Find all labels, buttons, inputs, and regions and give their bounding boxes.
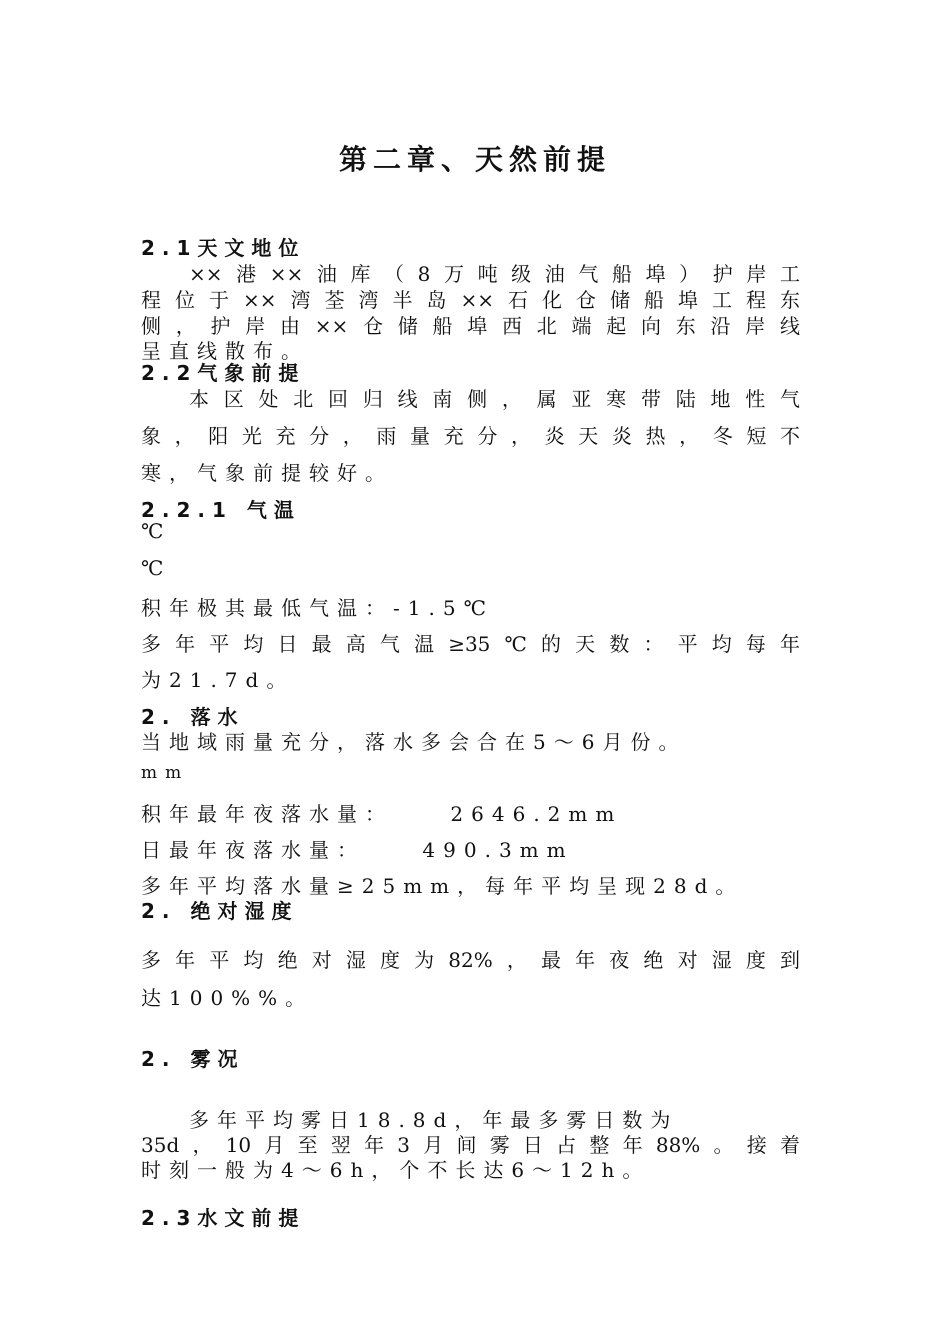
- temperature-line: ℃: [141, 556, 172, 580]
- rain-line: 积年最年夜落水量： 2646.2mm: [141, 802, 623, 826]
- humidity-line: 达100%%。: [141, 986, 314, 1010]
- section-heading-2-1: 2.1天文地位: [141, 236, 306, 260]
- chapter-title: 第二章、天然前提: [338, 143, 611, 176]
- paragraph-line: 呈直线散布。: [141, 339, 309, 363]
- paragraph-line: 象，阳光充分，雨量充分，炎天炎热，冬短不: [141, 424, 800, 448]
- paragraph-line: 侧，护岸由××仓储船埠西北端起向东沿岸线: [141, 314, 800, 338]
- rain-line: 多年平均落水量≥25mm，每年平均呈现28d。: [141, 874, 744, 898]
- fog-line: 多年平均雾日18.8d，年最多雾日数为: [189, 1108, 679, 1132]
- section-heading-rain: 2. 落水: [141, 705, 245, 729]
- rain-line: mm: [141, 763, 190, 783]
- humidity-line: 多年平均绝对湿度为82%，最年夜绝对湿度到: [141, 948, 800, 972]
- paragraph-line: 程位于××湾荃湾半岛××石化仓储船埠工程东: [141, 288, 800, 312]
- paragraph-line: 本区处北回归线南侧，属亚寒带陆地性气: [189, 387, 800, 411]
- temperature-line: 为21.7d。: [141, 668, 295, 692]
- temperature-line: 积年极其最低气温：-1.5℃: [141, 596, 494, 620]
- temperature-line: ℃: [141, 519, 172, 543]
- temperature-line: 多年平均日最高气温≥35℃的天数：平均每年: [141, 632, 800, 656]
- rain-line: 日最年夜落水量： 490.3mm: [141, 838, 574, 862]
- rain-line: 当地域雨量充分，落水多会合在5～6月份。: [141, 730, 687, 754]
- paragraph-line: ××港××油库（8万吨级油气船埠）护岸工: [189, 262, 800, 286]
- section-heading-fog: 2. 雾况: [141, 1047, 245, 1071]
- section-heading-2-2: 2.2气象前提: [141, 361, 306, 385]
- fog-line: 35d，10月至翌年3月间雾日占整年88%。接着: [141, 1133, 800, 1157]
- section-heading-2-3: 2.3水文前提: [141, 1206, 306, 1230]
- section-heading-2-2-1: 2.2.1 气温: [141, 498, 301, 522]
- section-heading-humidity: 2. 绝对湿度: [141, 899, 299, 923]
- fog-line: 时刻一般为4～6h，个不长达6～12h。: [141, 1158, 651, 1182]
- paragraph-line: 寒，气象前提较好。: [141, 461, 393, 485]
